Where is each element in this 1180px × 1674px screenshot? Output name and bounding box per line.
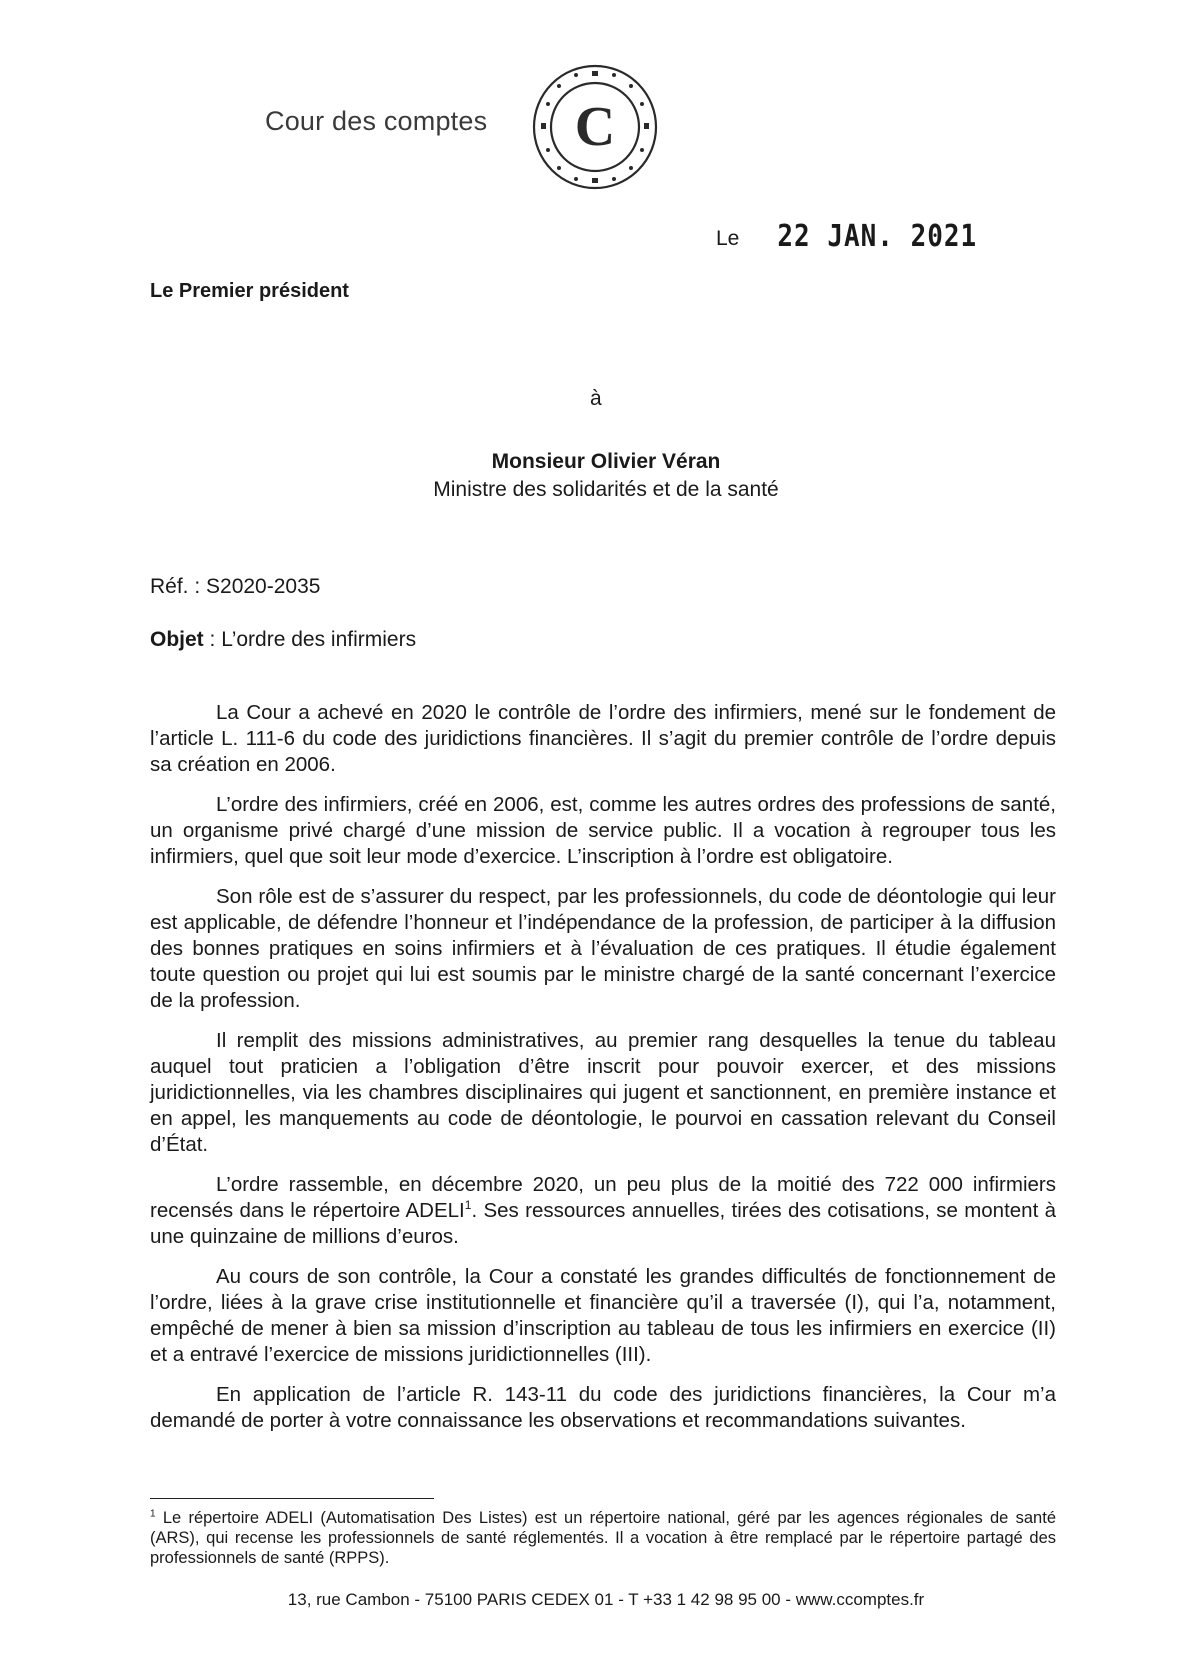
body-paragraph-6: Au cours de son contrôle, la Cour a constaté les grandes difficultés de fonctionnement de l’ordre, liées à la grave crise institutionnelle et financière qu’il a traversée (I), qui l’a, notamment, empêché de mener à bien sa mission d’inscription au tableau de tous les infirmiers en exercice (II) et a entravé l’exercice de missions juridictionnelles (III). [150, 1265, 1056, 1366]
subject-separator: : [203, 628, 222, 651]
addressee-preposition: à [590, 387, 602, 410]
paragraph-5-text-before: L’ordre rassemble, en décembre 2020, un peu plus de la moitié des 722 000 infirmiers recensés dans le répertoire ADELI [150, 1173, 1056, 1222]
reference-number: Réf. : S2020-2035 [150, 575, 321, 598]
recipient-title: Ministre des solidarités et de la santé [433, 478, 779, 501]
subject-text: L’ordre des infirmiers [221, 628, 417, 651]
footnote [150, 1508, 1056, 1568]
cour-des-comptes-seal-logo [530, 62, 660, 192]
organization-name: Cour des comptes [265, 106, 488, 136]
body-paragraph-3: Son rôle est de s’assurer du respect, par les professionnels, du code de déontologie qui leur est applicable, de défendre l’honneur et l’indépendance de la profession, de participer à la diffusion des bonnes pratiques en soins infirmiers et à l’évaluation de ces pratiques. Il étudie également toute question ou projet qui lui est soumis par le ministre chargé de la santé concernant l’exercice de la profession. [150, 885, 1056, 1012]
date-line [716, 219, 978, 255]
paragraph-5-text-after: . Ses ressources annuelles, tirées des cotisations, se montent à une quinzaine de millions d’euros. [150, 1199, 1056, 1248]
seal-letter: C [574, 96, 616, 158]
date-stamp: 22 JAN. 2021 [777, 219, 978, 255]
recipient-name: Monsieur Olivier Véran [491, 450, 721, 473]
body-paragraph-7: En application de l’article R. 143-11 du code des juridictions financières, la Cour m’a demandé de porter à votre connaissance les observations et recommandations suivantes. [150, 1383, 1056, 1432]
body-paragraph-1: La Cour a achevé en 2020 le contrôle de l’ordre des infirmiers, mené sur le fondement de l’article L. 111-6 du code des juridictions financières. Il s’agit du premier contrôle de l’ordre depuis sa création en 2006. [150, 701, 1056, 776]
letter-body [150, 700, 1056, 1448]
footnote-number: 1 [150, 1508, 156, 1520]
footnote-divider [150, 1498, 434, 1499]
sender-title: Le Premier président [150, 280, 349, 302]
subject-line [150, 628, 416, 652]
subject-label: Objet [150, 628, 204, 651]
footnote-reference: 1 [464, 1198, 472, 1213]
recipient-block [0, 448, 1180, 504]
body-paragraph-2: L’ordre des infirmiers, créé en 2006, est, comme les autres ordres des professions de santé, un organisme privé chargé d’une mission de service public. Il a vocation à regrouper tous les infirmiers, quel que soit leur mode d’exercice. L’inscription à l’ordre est obligatoire. [150, 793, 1056, 868]
body-paragraph-4: Il remplit des missions administratives, au premier rang desquelles la tenue du tableau auquel tout praticien a l’obligation d’être inscrit pour pouvoir exercer, et des missions juridictionnelles, via les chambres disciplinaires qui jugent et sanctionnent, en première instance et en appel, les manquements au code de déontologie, le pourvoi en cassation relevant du Conseil d’État. [150, 1029, 1056, 1156]
address-footer: 13, rue Cambon - 75100 PARIS CEDEX 01 - T +33 1 42 98 95 00 - www.ccomptes.fr [287, 1590, 925, 1609]
footnote-text: Le répertoire ADELI (Automatisation Des Listes) est un répertoire national, géré par les agences régionales de santé (ARS), qui recense les professionnels de santé réglementés. Il a vocation à être remplacé par le répertoire partagé des professionnels de santé (RPPS). [150, 1509, 1056, 1567]
date-prefix: Le [716, 227, 740, 250]
body-paragraph-5 [150, 1172, 1056, 1250]
